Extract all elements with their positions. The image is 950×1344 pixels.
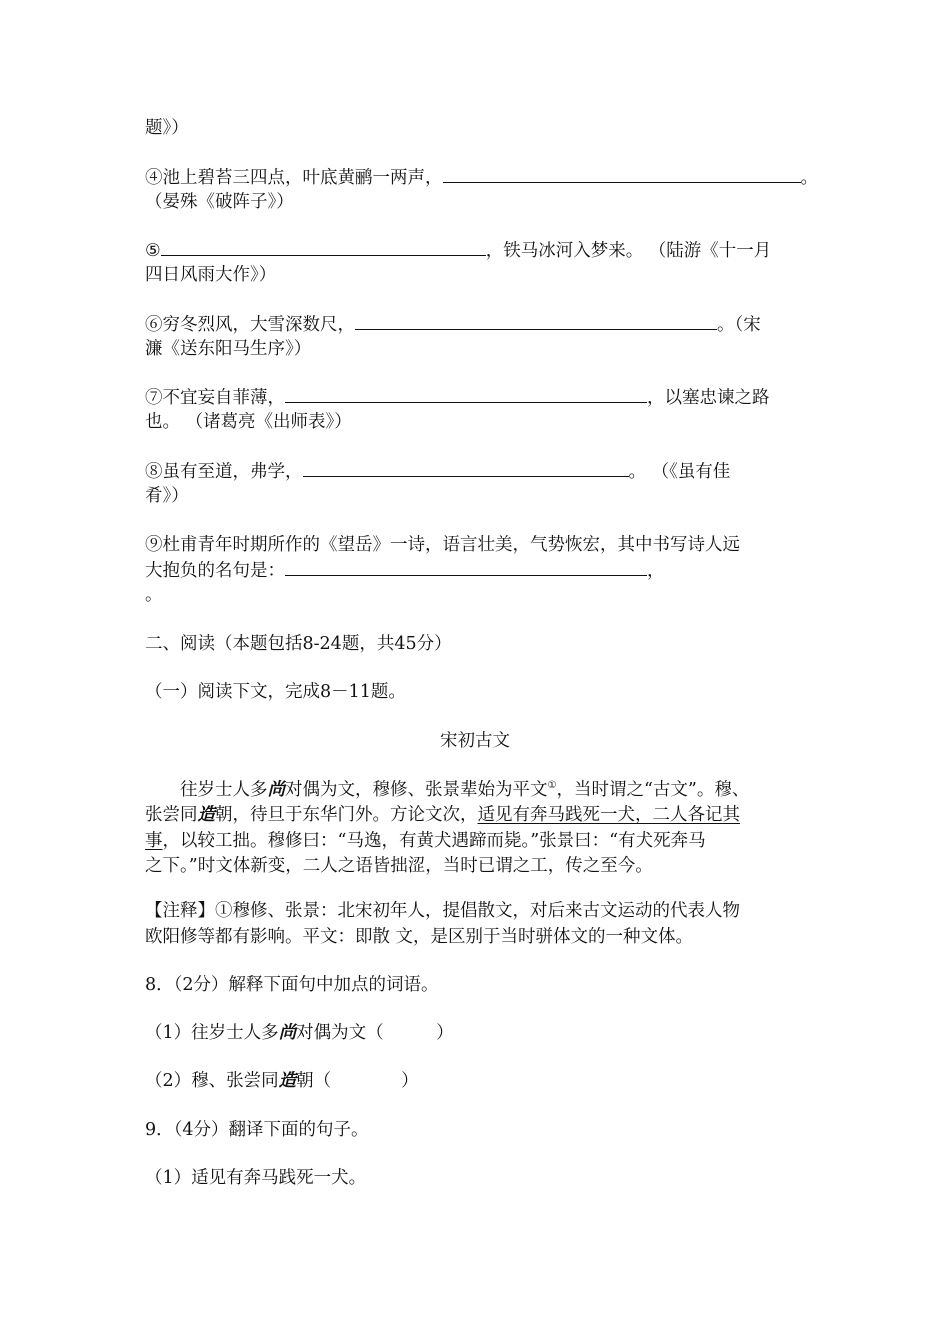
q8-blank[interactable]	[303, 459, 629, 477]
question-9-1: （1）适见有奔马践死一犬。	[145, 1168, 367, 1188]
question-9: 9．（4分）翻译下面的句子。	[145, 1120, 369, 1140]
section-heading: 二、阅读（本题包括8-24题，共45分）	[145, 634, 452, 654]
q5-blank[interactable]	[161, 238, 486, 256]
q5-source: 四日风雨大作》）	[145, 265, 277, 285]
passage-line-4: 之下。”时文体新变，二人之语皆拙涩，当时已谓之工，传之至今。	[145, 856, 653, 877]
passage	[145, 773, 805, 880]
passage-line-1: 往岁士人多尚对偶为文，穆修、张景辈始为平文①，当时谓之“古文”。穆、	[180, 779, 750, 800]
q7-blank[interactable]	[285, 385, 647, 403]
underlined-sentence: 适见有奔马践死一犬，二人各记其	[477, 805, 740, 826]
q6-line: ⑥穷冬烈风，大雪深数尺， 。（宋	[145, 312, 761, 338]
q6-source: 濂《送东阳马生序》）	[145, 339, 312, 359]
dotted-word: 造	[197, 805, 215, 826]
q7-text: ⑦不宜妄自菲薄，	[145, 388, 285, 408]
q9-line-2: 大抱负的名句是： ，	[145, 558, 665, 584]
q4-line: ④池上碧苔三四点，叶底黄鹂一两声， 。	[145, 165, 818, 191]
annotation: 【注释】①穆修、张景：北宋初年人，提倡散文，对后来古文运动的代表人物 欧阳修等都有影响。平文：即散 文，是区别于当时骈体文的一种文体。	[145, 901, 740, 947]
part-heading: （一）阅读下文，完成8－11题。	[145, 682, 406, 702]
q3-continuation: 题》）	[145, 118, 189, 138]
dotted-word: 造	[278, 1071, 297, 1091]
question-8-2: （2）穆、张尝同造朝（ ）	[145, 1071, 419, 1091]
footnote-marker: ①	[547, 780, 557, 791]
underlined-sentence-end: 事	[145, 830, 163, 851]
q8-source: 肴》）	[145, 486, 189, 506]
question-8: 8．（2分）解释下面句中加点的词语。	[145, 975, 439, 995]
q4-source: （晏殊《破阵子》）	[145, 192, 294, 212]
q4-text: ④池上碧苔三四点，叶底黄鹂一两声，	[145, 168, 443, 188]
q7-line: ⑦不宜妄自菲薄， ，以塞忠谏之路	[145, 385, 770, 411]
q9-line-3: 。	[145, 585, 163, 605]
q7-source: 也。 （诸葛亮《出师表》）	[145, 412, 352, 432]
question-8-1: （1）往岁士人多尚对偶为文（ ）	[145, 1023, 454, 1043]
dotted-word: 尚	[278, 1023, 297, 1043]
q9-blank[interactable]	[285, 558, 647, 576]
q4-blank[interactable]	[443, 165, 801, 183]
q5-line: ⑤ ，铁马冰河入梦来。 （陆游《十一月	[145, 238, 771, 264]
q8-text: ⑧虽有至道，弗学，	[145, 462, 303, 482]
q9-line-1: ⑨杜甫青年时期所作的《望岳》一诗，语言壮美，气势恢宏，其中书写诗人远	[145, 535, 740, 555]
passage-line-3: 事，以较工拙。穆修曰：“马逸，有黄犬遇蹄而毙。”张景曰：“有犬死奔马	[145, 830, 706, 851]
passage-title: 宋初古文	[440, 731, 510, 751]
passage-line-2: 张尝同造朝，待旦于东华门外。方论文次，适见有奔马践死一犬，二人各记其	[145, 805, 740, 826]
q8-line: ⑧虽有至道，弗学， 。 （《虽有佳	[145, 459, 730, 485]
q6-text: ⑥穷冬烈风，大雪深数尺，	[145, 315, 355, 335]
q5-text: ，铁马冰河入梦来。 （陆游《十一月	[485, 241, 772, 261]
dotted-word: 尚	[267, 779, 285, 800]
q6-blank[interactable]	[355, 312, 717, 330]
